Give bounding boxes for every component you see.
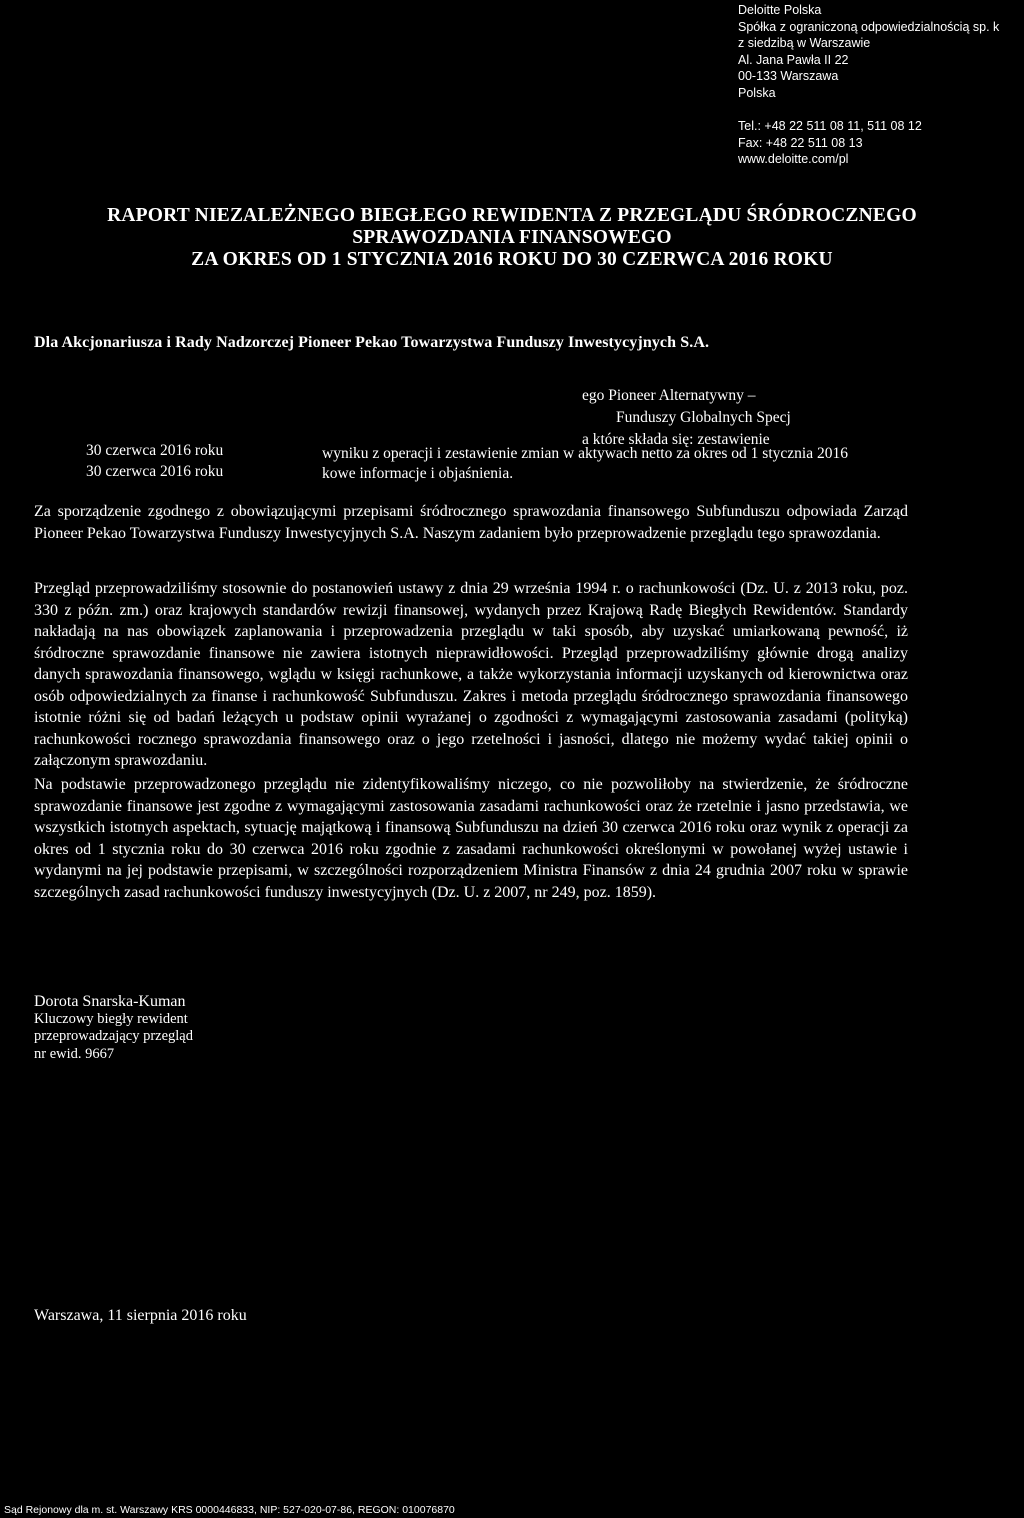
company-postal-city: 00-133 Warszawa <box>738 69 839 83</box>
paragraph-conclusion: Na podstawie przeprowadzonego przeglądu nie zidentyfikowaliśmy niczego, co nie pozwoliłoby na stwierdzenie, że śródroczne sprawozdanie finansowe jest zgodne z wymagającymi zastosowania zasadami rachunkowości oraz że rzetelnie i jasno przedstawia, we wszystkich istotnych aspektach, sytuację majątkową i finansową Subfunduszu na dzień 30 czerwca 2016 roku oraz wynik z operacji za okres od 1 stycznia roku do 30 czerwca 2016 roku zgodnie z zasadami rachunkowości określonymi w powołanej wyżej ustawie i wydanymi na jej podstawie przepisami, w szczególności rozporządzeniem Ministra Finansów z dnia 24 grudnia 2007 roku w sprawie szczególnych zasad rachunkowości funduszy inwestycyjnych (Dz. U. z 2007, nr 249, poz. 1859). <box>34 776 908 901</box>
company-phone: Tel.: +48 22 511 08 11, 511 08 12 <box>738 119 922 133</box>
fragment-notes: kowe informacje i objaśnienia. <box>322 465 514 482</box>
report-title-line-1: RAPORT NIEZALEŻNEGO BIEGŁEGO REWIDENTA Z PRZEGLĄDU ŚRÓDROCZNEGO <box>107 205 917 226</box>
header-spacer <box>738 101 999 118</box>
fragment-statements-list: wyniku z operacji i zestawienie zmian w aktywach netto za okres od 1 stycznia 2016 <box>322 445 848 462</box>
paragraph-scope: Przegląd przeprowadziliśmy stosownie do postanowień ustawy z dnia 29 września 1994 r. o rachunkowości (Dz. U. z 2013 roku, poz. 330 z późn. zm.) oraz krajowych standardów rewizji finansowej, wydanych przez Krajową Radę Biegłych Rewidentów. Standardy nakładają na nas obowiązek zaplanowania i przeprowadzenia przeglądu w taki sposób, aby uzyskać umiarkowaną pewność, iż śródroczne sprawozdanie finansowe nie zawiera istotnych nieprawidłowości. Przegląd przeprowadziliśmy głównie drogą analizy danych sprawozdania finansowego, wglądu w księgi rachunkowe, a także wykorzystania informacji uzyskanych od kierownictwa oraz osób odpowiedzialnych za finanse i rachunkowość Subfunduszu. Zakres i metoda przeglądu śródrocznego sprawozdania finansowego istotnie różni się od badań leżących u podstaw opinii wyrażanej o zgodności z wymagającymi zastosowania zasadami (polityką) rachunkowości rocznego sprawozdania finansowego oraz o jego rzetelności i jasności, dlatego nie możemy wydać takiej opinii o załączonym sprawozdaniu. <box>34 580 908 769</box>
company-street: Al. Jana Pawła II 22 <box>738 52 849 67</box>
auditor-name: Dorota Snarska-Kuman <box>34 993 186 1010</box>
report-title-line-2: SPRAWOZDANIA FINANSOWEGO <box>352 227 672 248</box>
fragment-statement-components: a które składa się: zestawienie <box>582 431 770 448</box>
signature-block <box>34 993 193 1063</box>
paragraph-responsibility: Za sporządzenie zgodnego z obowiązującymi przepisami śródrocznego sprawozdania finansowego Subfunduszu odpowiada Zarząd Pioneer Pekao Towarzystwa Funduszy Inwestycyjnych S.A. Naszym zadaniem było przeprowadzenie przeglądu tego sprawozdania. <box>34 503 908 542</box>
company-fax: Fax: +48 22 511 08 13 <box>738 135 863 150</box>
registry-footer: Sąd Rejonowy dla m. st. Warszawy KRS 0000446833, NIP: 527-020-07-86, REGON: 010076870 <box>4 1504 455 1516</box>
auditor-role-detail: przeprowadzający przegląd <box>34 1028 193 1044</box>
fragment-date-2: 30 czerwca 2016 roku <box>86 463 224 480</box>
company-header <box>738 2 999 168</box>
fragment-fund-name: ego Pioneer Alternatywny – <box>582 387 756 404</box>
company-website: www.deloitte.com/pl <box>738 152 849 166</box>
addressee-line: Dla Akcjonariusza i Rady Nadzorczej Pioneer Pekao Towarzystwa Funduszy Inwestycyjnych S.A. <box>34 334 710 351</box>
company-country: Polska <box>738 85 776 100</box>
auditor-role: Kluczowy biegły rewident <box>34 1010 188 1027</box>
auditor-registration: nr ewid. 9667 <box>34 1045 115 1062</box>
company-seat: z siedzibą w Warszawie <box>738 36 871 50</box>
company-name: Deloitte Polska <box>738 3 822 17</box>
company-legal-form: Spółka z ograniczoną odpowiedzialnością sp. k <box>738 19 1000 34</box>
fragment-date-1: 30 czerwca 2016 roku <box>86 442 224 459</box>
report-title-line-3: ZA OKRES OD 1 STYCZNIA 2016 ROKU DO 30 CZERWCA 2016 ROKU <box>191 249 833 270</box>
fragment-fund-subtitle: Funduszy Globalnych Specj <box>616 409 791 426</box>
place-and-date: Warszawa, 11 sierpnia 2016 roku <box>34 1307 247 1324</box>
report-title <box>0 205 1024 271</box>
